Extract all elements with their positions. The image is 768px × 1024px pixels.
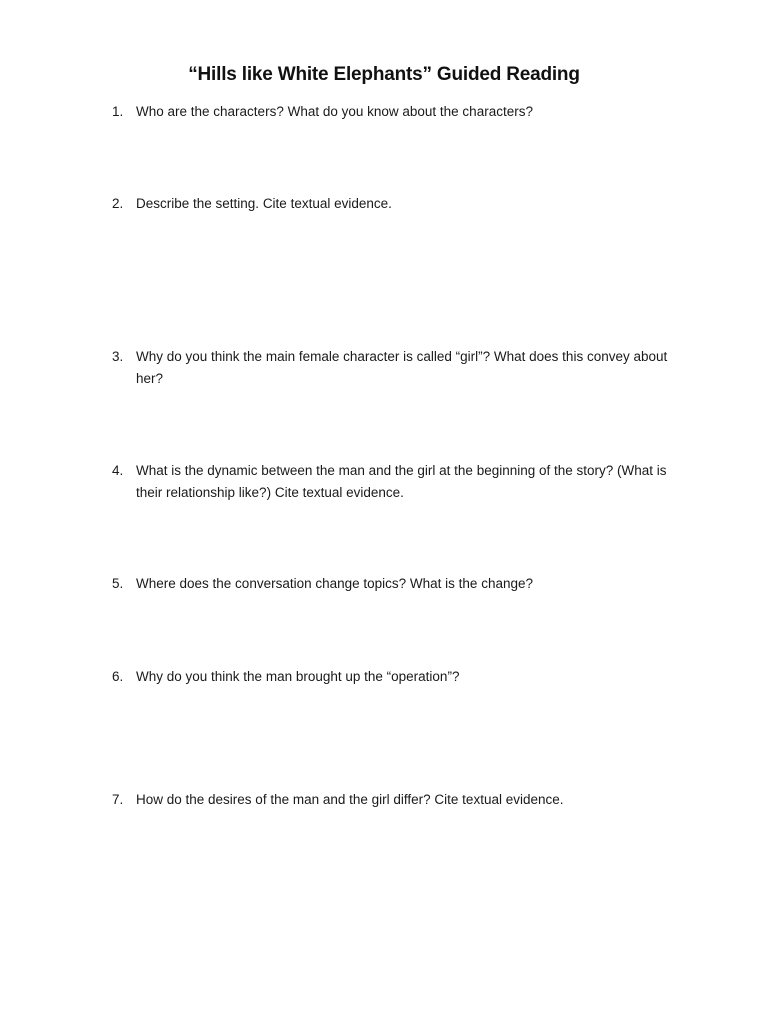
question-text: What is the dynamic between the man and the girl at the beginning of the story? (What is their relationship like?) Cite textual evidence. — [136, 463, 667, 500]
question-5 — [112, 573, 692, 595]
question-text: Why do you think the main female character is called “girl”? What does this convey about her? — [136, 349, 668, 386]
document-title: “Hills like White Elephants” Guided Reading — [188, 64, 580, 85]
question-number: 3. — [112, 349, 124, 364]
question-number: 1. — [112, 104, 124, 119]
question-text: Why do you think the man brought up the “operation”? — [136, 669, 460, 684]
question-7 — [112, 789, 692, 811]
question-3 — [112, 346, 692, 389]
question-number: 2. — [112, 196, 124, 211]
question-text: Who are the characters? What do you know about the characters? — [136, 104, 533, 119]
question-number: 6. — [112, 669, 124, 684]
question-text: Where does the conversation change topics? What is the change? — [136, 576, 533, 591]
question-4 — [112, 460, 692, 503]
question-text: How do the desires of the man and the girl differ? Cite textual evidence. — [136, 792, 564, 807]
question-2 — [112, 193, 692, 215]
question-text: Describe the setting. Cite textual evidence. — [136, 196, 392, 211]
question-1 — [112, 101, 692, 123]
question-number: 7. — [112, 792, 124, 807]
question-number: 5. — [112, 576, 124, 591]
question-number: 4. — [112, 463, 124, 478]
question-6 — [112, 666, 692, 688]
